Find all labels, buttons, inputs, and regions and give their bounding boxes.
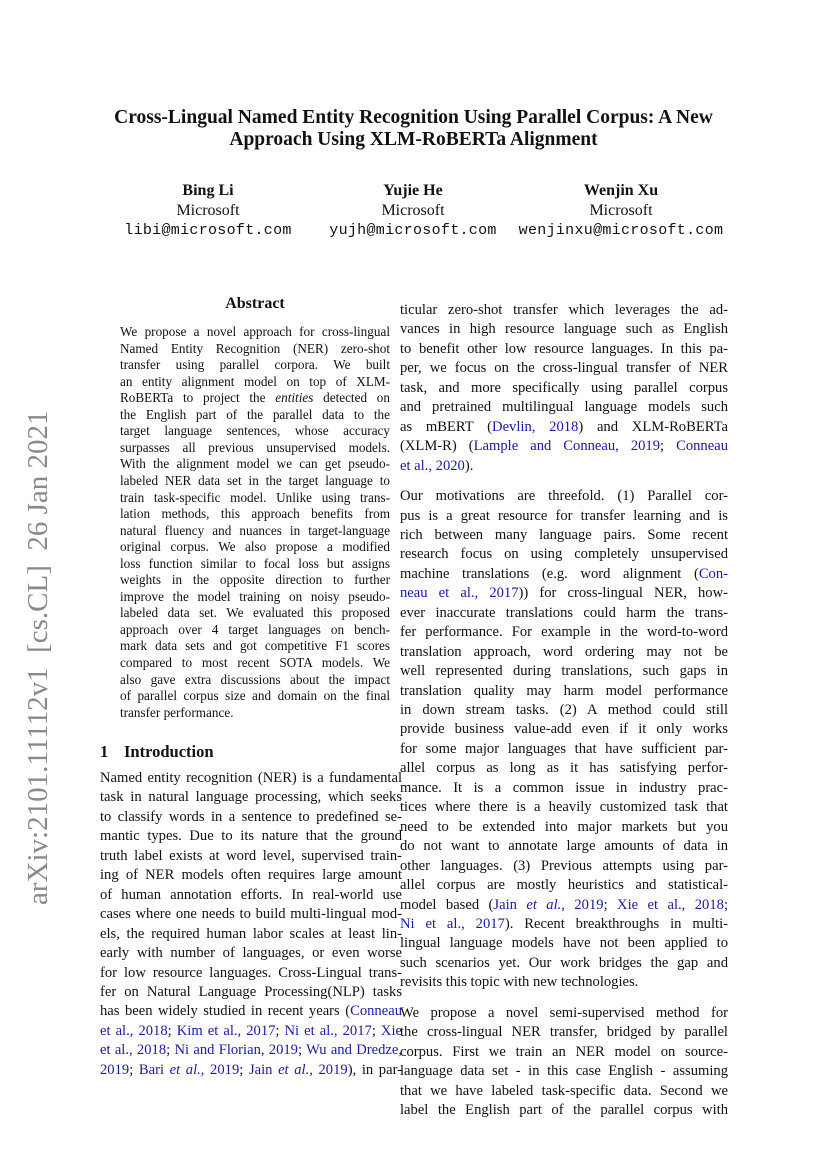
- citation-link[interactable]: Bari: [138, 1061, 170, 1078]
- author-name: Wenjin Xu: [583, 182, 659, 199]
- citation-link[interactable]: Xie et al., 2018: [617, 896, 724, 913]
- text-span: )) for cross-lingual NER, how-: [518, 585, 729, 602]
- citation-link[interactable]: Jain: [248, 1061, 279, 1078]
- text-span: ;: [723, 896, 728, 913]
- text-line: pus is a great resource for transfer learning and is: [400, 507, 728, 524]
- text-line: early with number of languages, or even worse: [100, 945, 402, 962]
- citation-link[interactable]: et al.: [169, 1061, 201, 1078]
- author-block: [501, 181, 741, 241]
- citation-link[interactable]: , 2019: [200, 1061, 240, 1078]
- text-line: [400, 458, 728, 475]
- text-line: mantic types. Due to its nature that the ground: [100, 828, 402, 845]
- text-line: label the English part of the parallel corpus with: [400, 1102, 728, 1118]
- text-line: also gave extra discussions about the impact: [120, 671, 390, 687]
- title-line: Cross-Lingual Named Entity Recognition Using Parallel Corpus: A New: [114, 107, 713, 128]
- text-line: per, we focus on the cross-lingual transfer of NER: [400, 360, 728, 377]
- text-line: to classify words in a sentence to predefined se-: [100, 808, 402, 825]
- text-line: ticular zero-shot transfer which leverages the ad-: [400, 302, 728, 318]
- text-line: rich between many language pairs. Some recent: [400, 526, 728, 543]
- text-span: ;: [239, 1061, 249, 1078]
- text-span: ;: [167, 1022, 177, 1039]
- text-line: [100, 1003, 402, 1020]
- text-span: detected on: [313, 390, 390, 406]
- text-line: ing of NER models often requires large amount: [100, 867, 402, 884]
- text-line: and pretrained multilingual language models such: [400, 399, 728, 416]
- text-line: revisits this topic with new technologies.: [400, 974, 639, 991]
- citation-link[interactable]: Ni and Florian, 2019: [174, 1042, 298, 1059]
- text-span: ).: [464, 457, 474, 474]
- text-line: [400, 585, 728, 602]
- text-line: mark data sets and got competitive F1 scores: [120, 638, 390, 654]
- text-line: [400, 916, 728, 933]
- author-affiliation: Microsoft: [381, 202, 445, 219]
- text-line: lation methods, this approach benefits from: [120, 506, 390, 522]
- text-line: vances in high resource language such as English: [400, 321, 728, 338]
- text-span: RoBERTa to project the: [120, 390, 276, 406]
- text-line: translation approach, word ordering may not be: [400, 643, 728, 660]
- text-line: approach over 4 target languages on bench-: [120, 621, 390, 637]
- citation-link[interactable]: et al., 2020: [400, 457, 465, 474]
- text-line: provide business value-add even if it only works: [400, 721, 728, 738]
- text-span: has been widely studied in recent years (: [100, 1003, 351, 1020]
- text-line: need to be extended into major markets but you: [400, 818, 728, 835]
- text-span: machine translations (e.g. word alignment (: [400, 565, 699, 582]
- text-line: well represented during translations, such gaps in: [400, 663, 728, 680]
- text-line: [100, 1023, 402, 1040]
- text-line: tices where there is a heavily customized task that: [400, 799, 728, 816]
- text-span: as mBERT (: [400, 418, 493, 435]
- text-line: that we have labeled task-specific data. Second we: [400, 1082, 728, 1099]
- emphasis-text: entities: [275, 390, 314, 406]
- text-line: an entity alignment model on top of XLM-: [120, 373, 390, 389]
- citation-link[interactable]: Conneau: [350, 1003, 402, 1020]
- author-affiliation: Microsoft: [589, 202, 653, 219]
- text-line: ever inaccurate translations could harm the trans-: [400, 604, 728, 621]
- text-line: for low resource languages. Cross-Lingual trans-: [100, 964, 402, 981]
- text-span: ;: [129, 1061, 139, 1078]
- text-line: mance. It is a common issue in industry prac-: [400, 779, 728, 796]
- text-span: ;: [603, 896, 618, 913]
- citation-link[interactable]: Jain: [493, 896, 527, 913]
- text-line: original corpus. We also propose a modified: [120, 539, 390, 555]
- text-line: of parallel corpus size and domain on the final: [120, 688, 390, 704]
- text-line: allel corpus as long as it has satisfying perfor-: [400, 760, 728, 777]
- text-line: such scenarios yet. Our work bridges the gap and: [400, 954, 728, 971]
- text-line: corpus. First we train an NER model on source-: [400, 1043, 728, 1060]
- text-span: ;: [166, 1042, 175, 1059]
- citation-link[interactable]: Conneau: [676, 438, 728, 455]
- text-line: research focus on using completely unsupervised: [400, 546, 728, 563]
- text-line: transfer performance.: [120, 704, 234, 720]
- text-span: ;: [275, 1022, 285, 1039]
- text-line: the English part of the parallel data to the: [120, 406, 390, 422]
- text-line: We propose a novel semi-supervised method for: [400, 1004, 728, 1021]
- abstract-heading: Abstract: [225, 295, 285, 312]
- text-line: language data set - in this case English - assuming: [400, 1063, 728, 1080]
- text-line: compared to most recent SOTA models. We: [120, 655, 390, 670]
- text-line: With the alignment model we can get pseudo-: [120, 456, 390, 472]
- text-line: [400, 438, 728, 455]
- text-line: [400, 897, 728, 914]
- section-title: Introduction: [124, 742, 214, 761]
- text-line: do not want to annotate large amounts of data in: [400, 838, 728, 855]
- citation-link[interactable]: Ni et al., 2017: [400, 915, 505, 932]
- text-span: ;: [297, 1042, 307, 1059]
- text-line: Named entity recognition (NER) is a fundamental: [100, 770, 402, 786]
- citation-link[interactable]: Wu and Dredze,: [306, 1042, 402, 1059]
- paper-title: [60, 107, 767, 151]
- text-line: Our motivations are threefold. (1) Parallel cor-: [400, 488, 728, 505]
- text-line: labeled NER data set in the target language to: [120, 472, 390, 488]
- text-span: ). Recent breakthroughs in multi-: [504, 915, 728, 932]
- text-span: ;: [371, 1022, 381, 1039]
- citation-link[interactable]: 2019: [100, 1061, 130, 1078]
- text-line: [120, 390, 390, 406]
- text-line: target language sentences, whose accuracy: [120, 423, 390, 439]
- citation-link[interactable]: et al.: [278, 1061, 310, 1078]
- text-span: ) and XLM-RoBERTa: [578, 418, 728, 435]
- text-line: [100, 1042, 402, 1059]
- text-line: lingual language models have not been applied to: [400, 935, 728, 952]
- text-line: loss function similar to focal loss but assigns: [120, 555, 390, 571]
- author-email: yujh@microsoft.com: [329, 222, 497, 239]
- text-line: We propose a novel approach for cross-lingual: [120, 324, 390, 339]
- citation-link[interactable]: et al.: [526, 896, 562, 913]
- text-span: ), in par-: [347, 1061, 403, 1078]
- text-line: labeled data set. We evaluated this proposed: [120, 605, 390, 621]
- citation-link[interactable]: Kim et al., 2017: [176, 1022, 276, 1039]
- text-line: task, and more specifically using parallel corpus: [400, 379, 728, 396]
- text-line: in down stream tasks. (2) A method could still: [400, 702, 728, 718]
- text-line: translation quality may harm model performance: [400, 682, 728, 699]
- text-line: train task-specific model. Unlike using trans-: [120, 489, 390, 505]
- text-line: allel corpus are mostly heuristics and statistical-: [400, 877, 728, 894]
- text-span: (XLM-R) (: [400, 438, 474, 455]
- text-line: fer performance. For example in the word-to-word: [400, 624, 728, 641]
- author-name: Yujie He: [383, 182, 443, 199]
- text-line: truth label exists at word level, supervised train-: [100, 847, 402, 864]
- author-email: libi@microsoft.com: [124, 222, 292, 239]
- citation-link[interactable]: neau et al., 2017: [400, 585, 519, 602]
- title-line: Approach Using XLM-RoBERTa Alignment: [229, 129, 598, 150]
- text-span: model based (: [400, 896, 494, 913]
- text-line: [400, 419, 728, 436]
- author-name: Bing Li: [182, 182, 234, 199]
- text-line: surpasses all previous unsupervised models.: [120, 439, 390, 455]
- citation-link[interactable]: et al., 2018: [100, 1022, 168, 1039]
- citation-link[interactable]: , 2019: [561, 896, 604, 913]
- text-line: natural fluency and nuances in target-language: [120, 522, 390, 538]
- text-line: [400, 566, 728, 583]
- citation-link[interactable]: Lample and Conneau, 2019: [473, 438, 661, 455]
- text-line: Named Entity Recognition (NER) zero-shot: [120, 340, 390, 356]
- text-line: els, the required human labor scales at least lin-: [100, 925, 402, 942]
- text-line: transfer using parallel corpora. We built: [120, 357, 390, 373]
- citation-link[interactable]: Ni et al., 2017: [284, 1022, 372, 1039]
- text-span: ;: [660, 438, 677, 455]
- citation-link[interactable]: Devlin, 2018: [492, 418, 579, 435]
- text-line: other languages. (3) Previous attempts using par-: [400, 857, 728, 874]
- author-block: [293, 181, 533, 241]
- text-line: task in natural language processing, which seeks: [100, 789, 402, 806]
- text-line: cases where one needs to build multi-lingual mod-: [100, 906, 402, 923]
- text-line: for some major languages that have sufficient par-: [400, 740, 728, 757]
- text-line: [100, 1062, 402, 1079]
- text-line: the cross-lingual NER transfer, bridged by parallel: [400, 1024, 728, 1041]
- text-line: of human annotation efforts. In real-world use: [100, 886, 402, 903]
- text-line: fer on Natural Language Processing(NLP) tasks: [100, 983, 402, 1000]
- citation-link[interactable]: , 2019: [309, 1061, 348, 1078]
- text-line: improve the model training on noisy pseudo-: [120, 588, 390, 604]
- arxiv-watermark: arXiv:2101.11112v1 [cs.CL] 26 Jan 2021: [22, 410, 54, 905]
- author-affiliation: Microsoft: [176, 202, 240, 219]
- section-heading: [100, 742, 214, 762]
- section-number: 1: [100, 742, 109, 761]
- author-email: wenjinxu@microsoft.com: [518, 222, 724, 239]
- citation-link[interactable]: Con-: [698, 565, 728, 582]
- text-line: to benefit other low resource languages. In this pa-: [400, 340, 728, 357]
- author-block: [88, 181, 328, 241]
- text-line: weights in the opposite direction to further: [120, 572, 390, 588]
- citation-link[interactable]: et al., 2018: [100, 1042, 167, 1059]
- citation-link[interactable]: Xie: [380, 1022, 402, 1039]
